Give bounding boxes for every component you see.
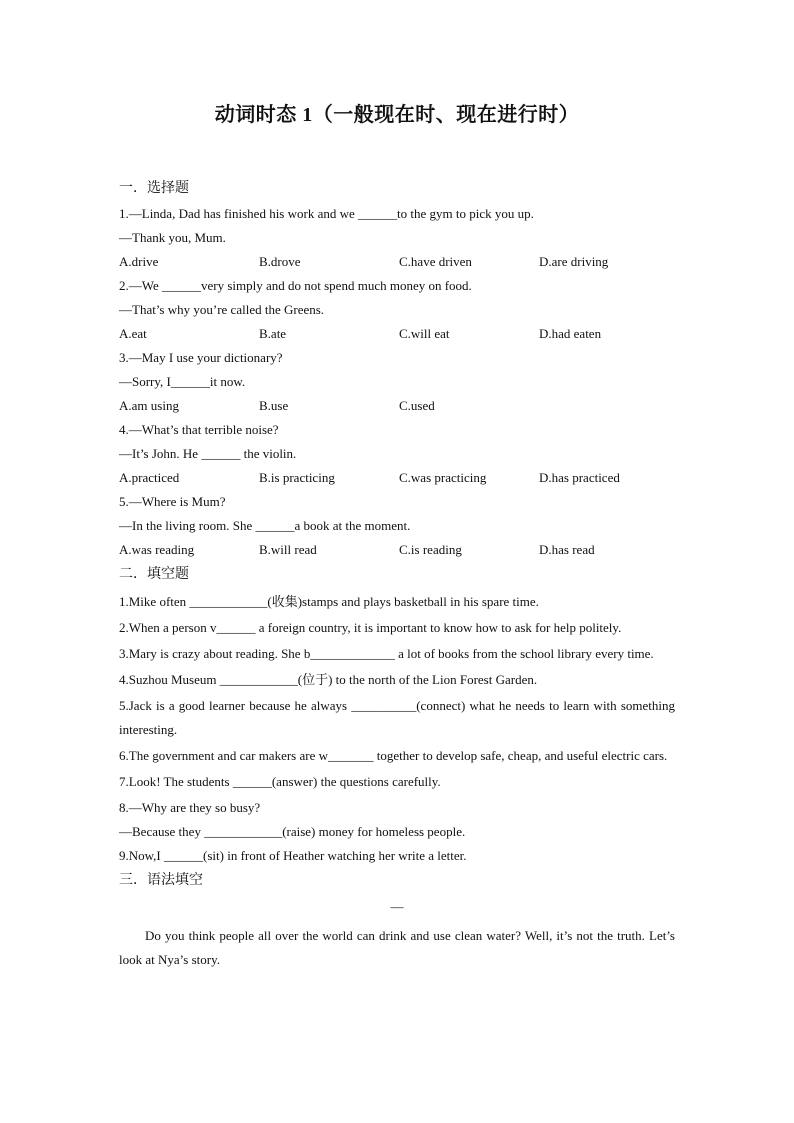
- fill-question: 1.Mike often ____________(收集)stamps and plays basketball in his spare time.: [119, 594, 539, 609]
- question-line: —In the living room. She ______a book at the moment.: [119, 518, 411, 533]
- choice-question: [119, 346, 675, 418]
- options-row: [119, 322, 675, 346]
- option: B.will read: [259, 542, 317, 557]
- option: D.has read: [539, 542, 595, 557]
- option: C.will eat: [399, 326, 450, 341]
- passage-mark: —: [390, 899, 404, 914]
- options-row: [119, 394, 675, 418]
- option: A.practiced: [119, 470, 180, 485]
- option: A.eat: [119, 326, 147, 341]
- option: D.are driving: [539, 254, 609, 269]
- section-heading-grammar: 三．语法填空: [119, 873, 203, 888]
- passage-paragraph: Do you think people all over the world can drink and use clean water? Well, it’s not the truth. Let’s look at Nya’s story.: [119, 928, 675, 967]
- option: C.is reading: [399, 542, 462, 557]
- question-line: 1.—Linda, Dad has finished his work and we ______to the gym to pick you up.: [119, 206, 534, 221]
- section-heading-choice: 一．选择题: [119, 181, 189, 196]
- option: A.am using: [119, 398, 179, 413]
- fill-question: 3.Mary is crazy about reading. She b_____________ a lot of books from the school library every time.: [119, 646, 654, 661]
- option: B.drove: [259, 254, 301, 269]
- option: A.was reading: [119, 542, 195, 557]
- options-row: [119, 538, 675, 562]
- question-line: —Sorry, I______it now.: [119, 374, 246, 389]
- option: D.had eaten: [539, 326, 602, 341]
- option: D.has practiced: [539, 470, 620, 485]
- option: A.drive: [119, 254, 159, 269]
- fill-question: 7.Look! The students ______(answer) the questions carefully.: [119, 774, 441, 789]
- fill-question: 6.The government and car makers are w_______ together to develop safe, cheap, and useful electric cars.: [119, 748, 668, 763]
- option: B.is practicing: [259, 470, 335, 485]
- question-line: 5.—Where is Mum?: [119, 494, 226, 509]
- section-heading-fill: 二．填空题: [119, 567, 189, 582]
- page-title: 动词时态 1（一般现在时、现在进行时）: [214, 104, 580, 126]
- fill-question: —Because they ____________(raise) money for homeless people.: [119, 824, 466, 839]
- choice-question: [119, 418, 675, 490]
- worksheet-content: [119, 176, 675, 972]
- option: C.have driven: [399, 254, 472, 269]
- fill-question: 8.—Why are they so busy?: [119, 800, 261, 815]
- fill-question: 5.Jack is a good learner because he always __________(connect) what he needs to learn with something interesting.: [119, 698, 675, 737]
- choice-question: [119, 202, 675, 274]
- choice-question: [119, 490, 675, 562]
- option: C.used: [399, 398, 435, 413]
- question-line: 3.—May I use your dictionary?: [119, 350, 283, 365]
- option: B.ate: [259, 326, 287, 341]
- question-line: 4.—What’s that terrible noise?: [119, 422, 279, 437]
- question-line: —Thank you, Mum.: [119, 230, 226, 245]
- options-row: [119, 466, 675, 490]
- choice-question: [119, 274, 675, 346]
- option: C.was practicing: [399, 470, 487, 485]
- question-line: 2.—We ______very simply and do not spend much money on food.: [119, 278, 472, 293]
- option: B.use: [259, 398, 289, 413]
- options-row: [119, 250, 675, 274]
- fill-question: 4.Suzhou Museum ____________(位于) to the north of the Lion Forest Garden.: [119, 672, 538, 687]
- question-line: —It’s John. He ______ the violin.: [119, 446, 297, 461]
- fill-question: 9.Now,I ______(sit) in front of Heather watching her write a letter.: [119, 848, 467, 863]
- fill-question: 2.When a person v______ a foreign country, it is important to know how to ask for help politely.: [119, 620, 622, 635]
- question-line: —That’s why you’re called the Greens.: [119, 302, 325, 317]
